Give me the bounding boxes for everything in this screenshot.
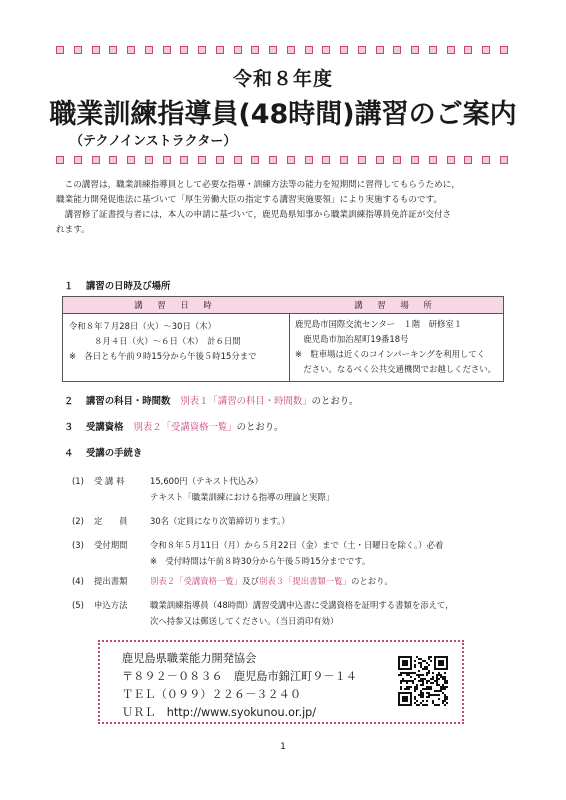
item-text: のとおり。 <box>351 576 393 586</box>
decorative-square <box>251 156 259 164</box>
decorative-square <box>411 46 419 54</box>
website-url[interactable]: ＵＲＬ http://www.syokunou.or.jp/ <box>122 706 317 719</box>
decorative-square <box>234 156 242 164</box>
intro-line: 講習修了証書授与者には，本人の申請に基づいて，鹿児島県知事から職業訓練指導員免許証が交付さ <box>64 210 452 220</box>
item-value: ※ 受付時間は午前８時30分から午後５時15分までです。 <box>150 556 371 566</box>
section-2-heading <box>64 393 359 407</box>
item-label: 申込方法 <box>94 600 128 610</box>
decorative-square <box>287 46 295 54</box>
decorative-square <box>482 156 490 164</box>
schedule-table <box>62 296 504 382</box>
qr-code[interactable] <box>398 656 448 706</box>
datetime-line: ８月４日（火）～６日（木） 計６日間 <box>69 336 241 346</box>
decorative-square <box>92 156 100 164</box>
section-title: 講習の日時及び場所 <box>86 281 171 292</box>
page-number: 1 <box>280 742 286 752</box>
decorative-square <box>322 156 330 164</box>
item-number: (2) <box>72 516 84 526</box>
decorative-square <box>92 46 100 54</box>
item-value: 令和８年５月11日（月）から５月22日（金）まで（土・日曜日を除く。）必着 <box>150 540 444 550</box>
section-number: ３ <box>64 422 74 433</box>
section-text: のとおり。 <box>311 396 359 407</box>
decorative-square <box>340 156 348 164</box>
org-name: 鹿児島県職業能力開発協会 <box>122 652 257 665</box>
section-text: のとおり。 <box>236 422 284 433</box>
decorative-square <box>127 46 135 54</box>
decorative-square <box>180 156 188 164</box>
item-number: (5) <box>72 600 84 610</box>
item-value <box>150 574 393 589</box>
datetime-line: ※ 各日とも午前９時15分から午後５時15分まで <box>69 351 257 361</box>
decorative-square <box>393 156 401 164</box>
section-title: 受講の手続き <box>86 448 143 459</box>
decorative-square <box>287 156 295 164</box>
decorative-square <box>216 46 224 54</box>
decorative-square <box>358 46 366 54</box>
decorative-square <box>429 156 437 164</box>
decorative-square <box>376 156 384 164</box>
decorative-border-bottom <box>56 156 508 166</box>
appendix-1-link[interactable]: 別表１「講習の科目・時間数」 <box>180 396 312 407</box>
section-number: ４ <box>64 448 74 459</box>
decorative-square <box>447 46 455 54</box>
decorative-square <box>163 156 171 164</box>
contact-box <box>98 640 464 724</box>
table-cell-datetime <box>69 319 285 364</box>
decorative-border-top <box>56 46 508 56</box>
decorative-square <box>163 46 171 54</box>
decorative-square <box>269 46 277 54</box>
appendix-3-link[interactable]: 別表３「提出書類一覧」 <box>258 576 351 586</box>
telephone: ＴＥＬ（０９９）２２６－３２４０ <box>122 688 302 701</box>
item-label: 提出書類 <box>94 576 128 586</box>
section-number: ２ <box>64 396 74 407</box>
decorative-square <box>145 156 153 164</box>
section-title: 講習の科目・時間数 <box>86 396 171 407</box>
table-header-datetime: 講 習 日 時 <box>63 297 290 314</box>
section-3-heading <box>64 419 284 433</box>
decorative-square <box>74 156 82 164</box>
venue-line: ださい。なるべく公共交通機関でお越しください。 <box>295 364 496 374</box>
item-value: テキスト「職業訓練における指導の理論と実際」 <box>150 492 335 502</box>
year-title: 令和８年度 <box>232 68 333 90</box>
item-number: (4) <box>72 576 84 586</box>
decorative-square <box>429 46 437 54</box>
item-label: 受付期間 <box>94 540 128 550</box>
appendix-2-link[interactable]: 別表２「受講資格一覧」 <box>133 422 237 433</box>
intro-line: この講習は，職業訓練指導員として必要な指導・訓練方法等の能力を短期間に習得してもらうために， <box>64 180 460 190</box>
item-value: 30名（定員になり次第締切ります。） <box>150 516 290 526</box>
decorative-square <box>56 156 64 164</box>
decorative-square <box>393 46 401 54</box>
item-number: (1) <box>72 476 84 486</box>
section-4-heading <box>64 445 142 459</box>
decorative-square <box>180 46 188 54</box>
decorative-square <box>198 156 206 164</box>
decorative-square <box>109 156 117 164</box>
decorative-square <box>376 46 384 54</box>
decorative-square <box>109 46 117 54</box>
decorative-square <box>216 156 224 164</box>
item-value: 職業訓練指導員（48時間）講習受講申込書に受講資格を証明する書類を添えて， <box>150 600 454 610</box>
decorative-square <box>74 46 82 54</box>
decorative-square <box>305 156 313 164</box>
item-text: 及び <box>242 576 259 586</box>
decorative-square <box>145 46 153 54</box>
section-1-heading <box>64 278 170 292</box>
decorative-square <box>464 46 472 54</box>
decorative-square <box>269 156 277 164</box>
datetime-line: 令和８年７月28日（火）～30日（木） <box>69 321 216 331</box>
item-number: (3) <box>72 540 84 550</box>
subtitle: （テクノインストラクター） <box>70 134 237 149</box>
venue-line: 鹿児島市加治屋町19番18号 <box>295 334 409 344</box>
decorative-square <box>127 156 135 164</box>
intro-paragraph <box>56 178 516 238</box>
decorative-square <box>358 156 366 164</box>
decorative-square <box>464 156 472 164</box>
table-header-venue: 講 習 場 所 <box>289 297 503 314</box>
decorative-square <box>500 46 508 54</box>
item-label: 受 講 料 <box>94 476 125 486</box>
decorative-square <box>411 156 419 164</box>
table-divider <box>289 313 290 381</box>
item-value: 15,600円（テキスト代込み） <box>150 476 263 486</box>
section-title: 受講資格 <box>86 422 124 433</box>
decorative-square <box>251 46 259 54</box>
main-title: 職業訓練指導員(48時間)講習のご案内 <box>49 99 517 130</box>
intro-line: 職業能力開発促進法に基づいて「厚生労働大臣の指定する講習実施要領」により実施するものです。 <box>56 195 443 205</box>
decorative-square <box>500 156 508 164</box>
item-value: 次へ持参又は郵送してください。（当日消印有効） <box>150 616 339 626</box>
table-cell-venue <box>295 317 503 377</box>
decorative-square <box>234 46 242 54</box>
section-number: １ <box>64 281 74 292</box>
intro-line: れます。 <box>56 225 90 235</box>
address: 〒８９２－０８３６ 鹿児島市錦江町９－１４ <box>122 670 357 683</box>
decorative-square <box>447 156 455 164</box>
item-label: 定 員 <box>94 516 128 526</box>
decorative-square <box>198 46 206 54</box>
appendix-2-link[interactable]: 別表２「受講資格一覧」 <box>150 576 243 586</box>
venue-line: ※ 駐車場は近くのコインパーキングを利用してく <box>295 349 486 359</box>
decorative-square <box>322 46 330 54</box>
decorative-square <box>482 46 490 54</box>
decorative-square <box>340 46 348 54</box>
decorative-square <box>305 46 313 54</box>
venue-line: 鹿児島市国際交流センター １階 研修室１ <box>295 319 463 329</box>
decorative-square <box>56 46 64 54</box>
